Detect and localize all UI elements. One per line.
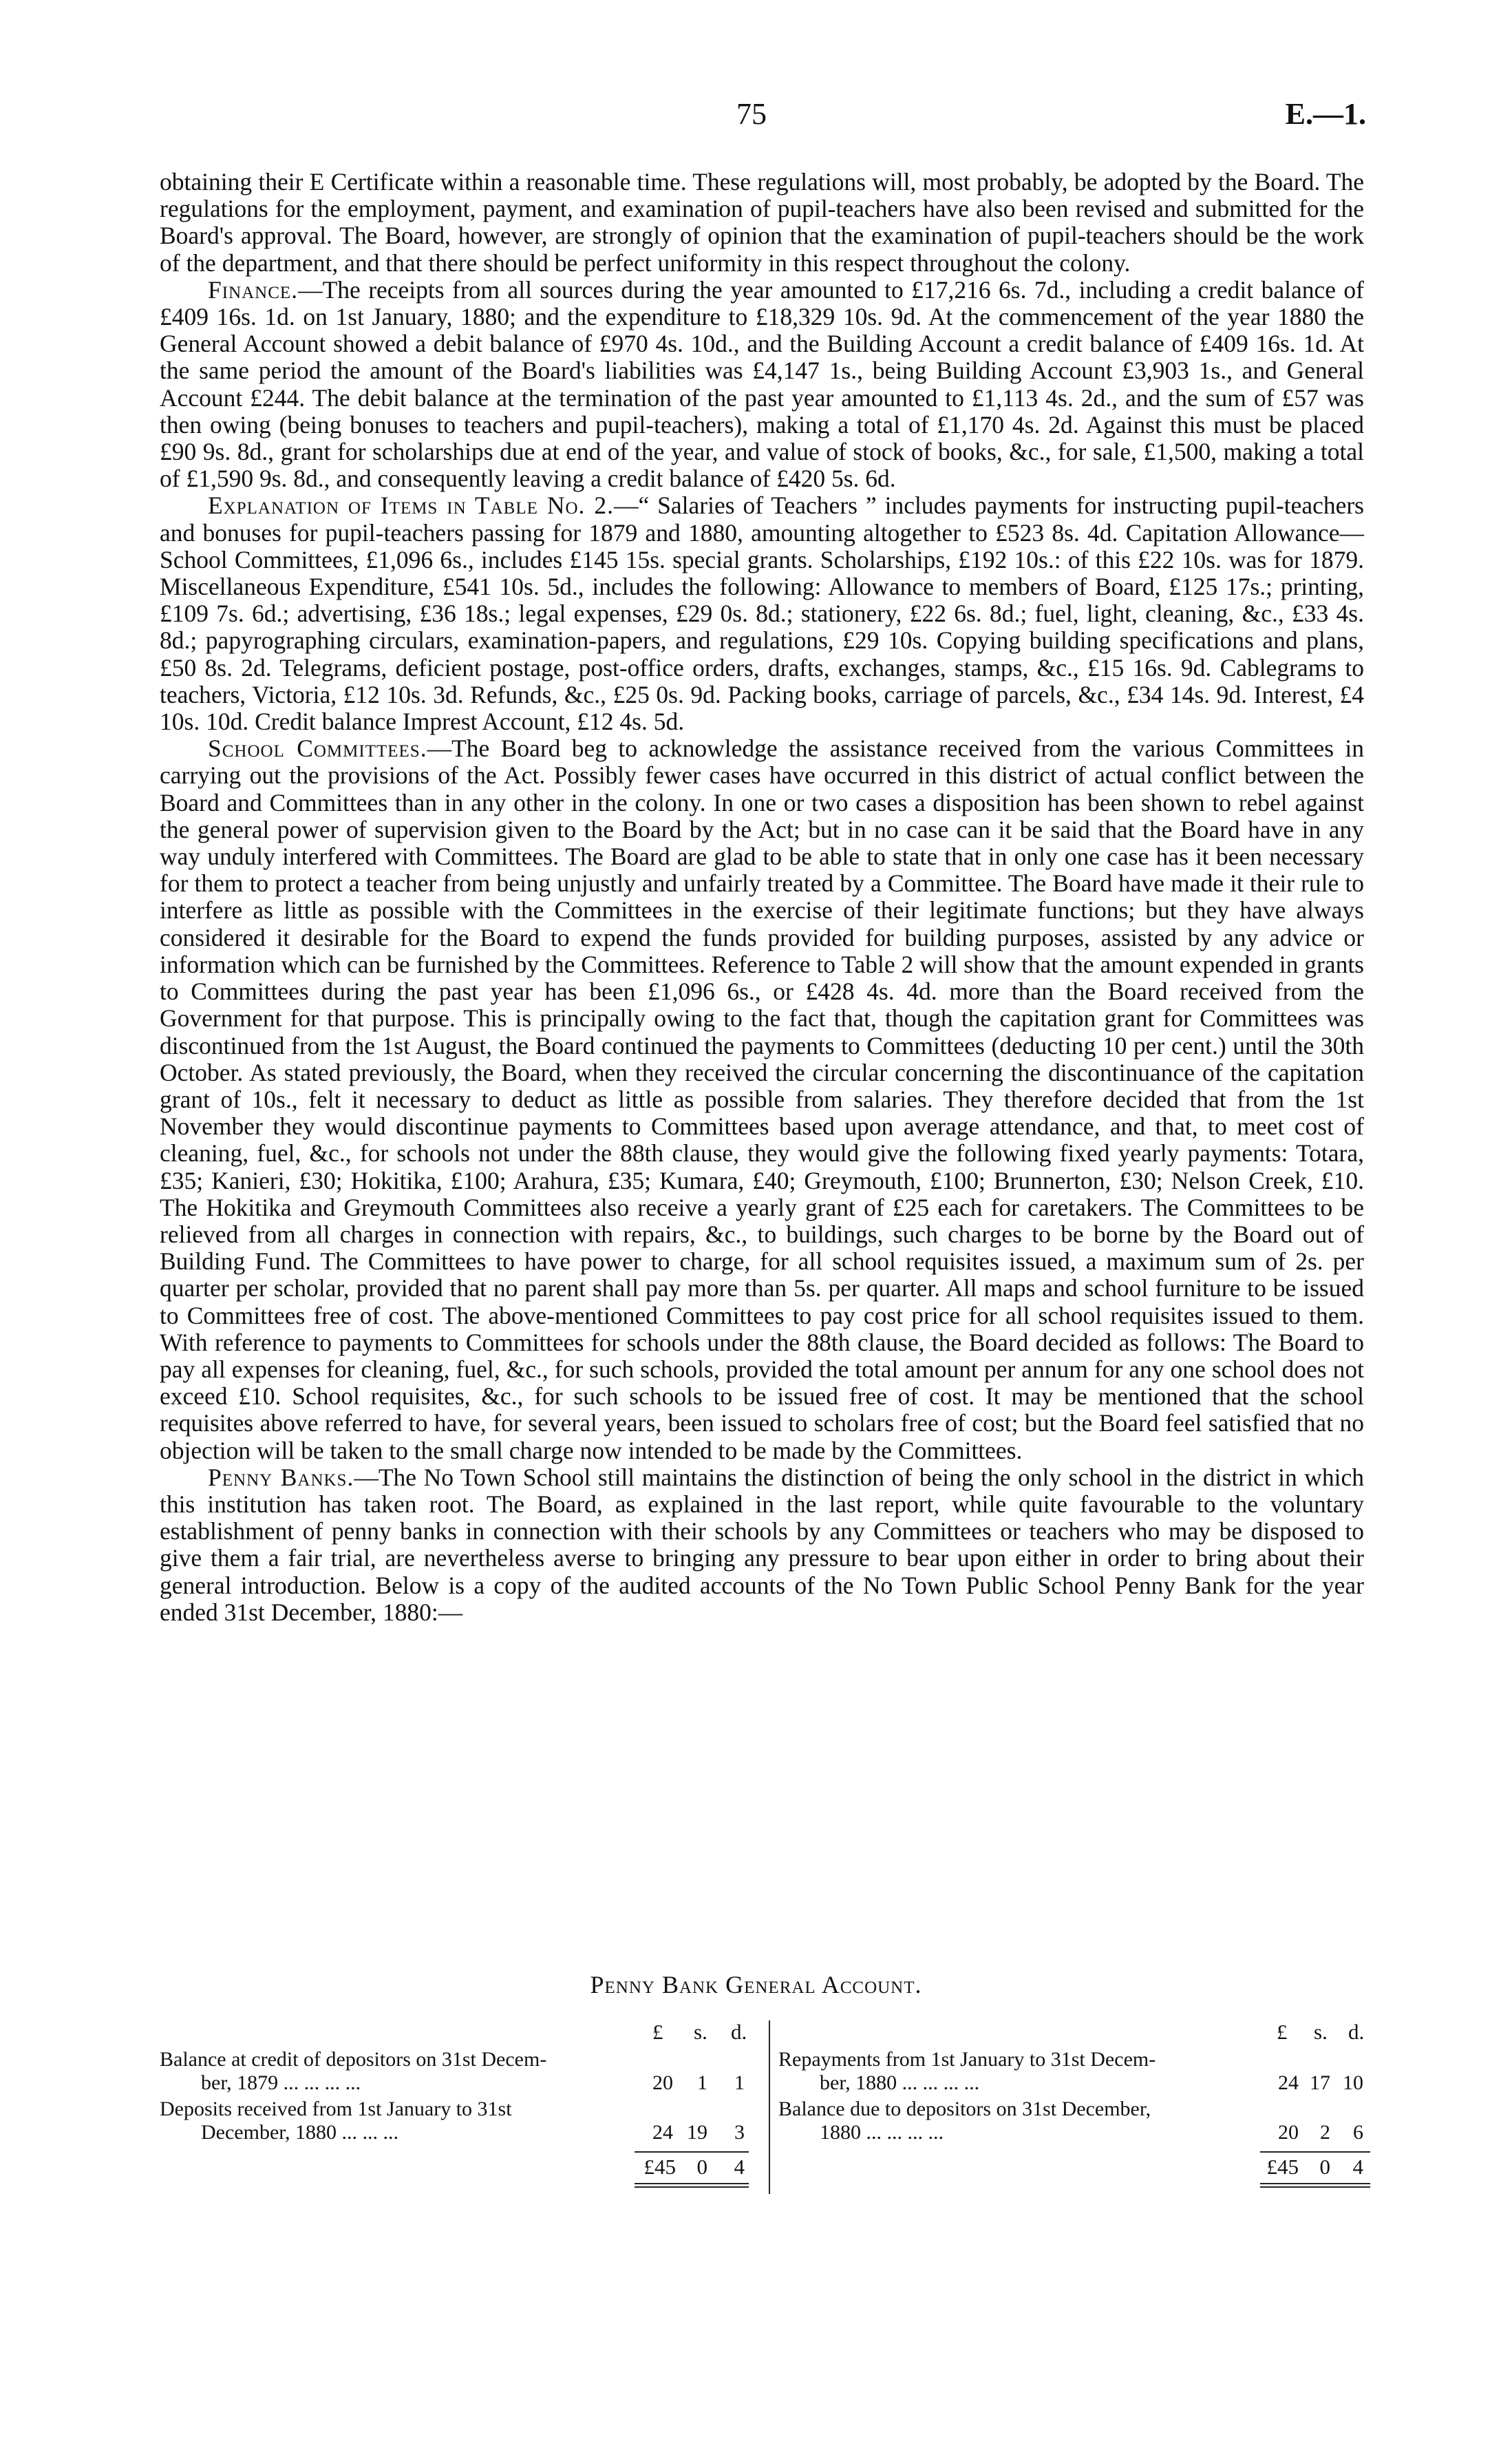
explanation-heading: Explanation of Items in Table No. 2. bbox=[208, 492, 614, 520]
entry-description-cont: ber, 1880 ... ... ... ... bbox=[820, 2071, 980, 2094]
account-payments bbox=[769, 2020, 1372, 2194]
committees-heading: School Committees. bbox=[208, 735, 427, 763]
total-double-rule bbox=[1260, 2186, 1370, 2188]
entry-shillings: 1 bbox=[697, 2071, 707, 2094]
entry-pounds: 20 bbox=[1278, 2121, 1299, 2144]
entry-pounds: 24 bbox=[1278, 2071, 1299, 2094]
penny-bank-account bbox=[160, 2020, 1371, 2193]
explanation-text: —“ Salaries of Teachers ” includes payments for instructing pupil-teachers and bonuses for pupil-teachers passing for 1879 and 1880, amounting altogether to £523 8s. 4d. Capitation Allowance—School Committees, £1,096 6s., includes £145 15s. special grants. Scholarships, £192 10s.: of this £22 10s. was for 1879. Miscellaneous Expenditure, £541 10s. 5d., includes the following: Allowance to members of Board, £125 17s.; printing, £109 7s. 6d.; advertising, £36 18s.; legal expenses, £29 0s. 8d.; stationery, £22 6s. 8d.; fuel, light, cleaning, &c., £33 4s. 8d.; papyrographing circulars, examination-papers, and regulations, £29 10s. Copying building specifications and plans, £50 8s. 2d. Telegrams, deficient postage, post-office orders, drafts, exchanges, stamps, &c., £15 16s. 9d. Cablegrams to teachers, Victoria, £12 10s. 3d. Refunds, &c., £25 0s. 9d. Packing books, carriage of parcels, &c., £34 14s. 9d. Interest, £4 10s. 10d. Credit balance Imprest Account, £12 4s. 5d. bbox=[160, 492, 1364, 736]
entry-shillings: 2 bbox=[1320, 2121, 1330, 2144]
report-body bbox=[160, 169, 1364, 1626]
pounds-header: £ bbox=[652, 2020, 663, 2044]
finance-text: —The receipts from all sources during the year amounted to £17,216 6s. 7d., including a credit balance of £409 16s. 1d. on 1st January, 1880; and the expenditure to £18,329 10s. 9d. At the commencement of the year 1880 the General Account showed a debit balance of £970 4s. 10d., and the Building Account a credit balance of £409 16s. 1d. At the same period the amount of the Board's liabilities was £4,147 1s., being Building Account £3,903 1s., and General Account £244. The debit balance at the termination of the past year amounted to £1,113 4s. 2d., and the sum of £57 was then owing (being bonuses to teachers and pupil-teachers), making a total of £1,170 4s. 2d. Against this must be placed £90 9s. 8d., grant for scholarships due at end of the year, and value of stock of books, &c., for sale, £1,500, making a total of £1,590 9s. 8d., and consequently leaving a credit balance of £420 5s. 6d. bbox=[160, 275, 1364, 493]
shillings-header: s. bbox=[1314, 2020, 1328, 2044]
total-pounds: £45 bbox=[643, 2155, 676, 2179]
entry-description-cont: December, 1880 ... ... ... bbox=[201, 2121, 399, 2144]
paragraph-explanation bbox=[160, 492, 1364, 735]
pounds-header: £ bbox=[1277, 2020, 1288, 2044]
entry-description: Balance due to depositors on 31st December, bbox=[778, 2098, 1151, 2120]
paragraph-certificates: obtaining their E Certificate within a reasonable time. These regulations will, most probably, be adopted by the Board. The regulations for the employment, payment, and examination of pupil-teachers have also been revised and submitted for the Board's approval. The Board, however, are strongly of opinion that the examination of pupil-teachers should be the work of the department, and that there should be perfect uniformity in this respect throughout the colony. bbox=[160, 168, 1364, 277]
total-shillings: 0 bbox=[696, 2155, 707, 2179]
total-pence: 4 bbox=[734, 2155, 745, 2179]
shillings-header: s. bbox=[694, 2020, 707, 2044]
entry-pence: 6 bbox=[1353, 2121, 1363, 2144]
entry-pence: 3 bbox=[734, 2121, 745, 2144]
entry-description: Repayments from 1st January to 31st Decem- bbox=[778, 2048, 1156, 2071]
pence-header: d. bbox=[1348, 2020, 1365, 2044]
total-double-rule bbox=[635, 2183, 749, 2184]
paragraph-school-committees bbox=[160, 735, 1364, 1464]
entry-description-cont: ber, 1879 ... ... ... ... bbox=[201, 2071, 361, 2094]
page-number: 75 bbox=[736, 97, 767, 131]
paragraph-penny-banks bbox=[160, 1464, 1364, 1626]
paragraph-finance bbox=[160, 277, 1364, 493]
entry-pence: 1 bbox=[734, 2071, 745, 2094]
total-rule bbox=[635, 2151, 749, 2153]
entry-pounds: 24 bbox=[652, 2121, 673, 2144]
entry-shillings: 19 bbox=[687, 2121, 707, 2144]
total-double-rule bbox=[1260, 2183, 1370, 2184]
total-rule bbox=[1260, 2151, 1370, 2153]
entry-pence: 10 bbox=[1343, 2071, 1363, 2094]
total-pence: 4 bbox=[1352, 2155, 1363, 2179]
entry-description: Balance at credit of depositors on 31st Decem- bbox=[160, 2048, 547, 2071]
page-header bbox=[0, 96, 1512, 138]
entry-description-cont: 1880 ... ... ... ... bbox=[820, 2121, 944, 2144]
series-code: E.—1. bbox=[1285, 97, 1366, 131]
total-double-rule bbox=[635, 2186, 749, 2188]
committees-text: —The Board beg to acknowledge the assistance received from the various Committees in carrying out the provisions of the Act. Possibly fewer cases have occurred in this district of actual conflict between the Board and Committees than in any other in the colony. In one or two cases a disposition has been shown to rebel against the general power of supervision given to the Board by the Act; but in no case can it be said that the Board have in any way unduly interfered with Committees. The Board are glad to be able to state that in only one case has it been necessary for them to protect a teacher from being unjustly and unfairly treated by a Committee. The Board have made it their rule to interfere as little as possible with the Committees in the exercise of their legitimate functions; but they have always considered it desirable for the Board to expend the funds provided for building purposes, assisted by any advice or information which can be furnished by the Committees. Reference to Table 2 will show that the amount expended in grants to Committees during the past year has been £1,096 6s., or £428 4s. 4d. more than the Board received from the Government for that purpose. This is principally owing to the fact that, though the capitation grant for Committees was discontinued from the 1st August, the Board continued the payments to Committees (deducting 10 per cent.) until the 30th October. As stated previously, the Board, when they received the circular concerning the discontinuance of the capitation grant of 10s., felt it necessary to deduct as little as possible from salaries. They therefore decided that from the 1st November they would discontinue payments to Committees based upon average attendance, and that, to meet cost of cleaning, fuel, &c., for schools not under the 88th clause, they would give the following fixed yearly payments: Totara, £35; Kanieri, £30; Hokitika, £100; Arahura, £35; Kumara, £40; Greymouth, £100; Brunnerton, £30; Nelson Creek, £10. The Hokitika and Greymouth Committees also receive a yearly grant of £25 each for caretakers. The Committees to be relieved from all charges in connection with repairs, &c., to buildings, such charges to be borne by the Board out of Building Fund. The Committees to have power to charge, for all school requisites issued, a maximum sum of 2s. per quarter per scholar, provided that no parent shall pay more than 5s. per quarter. All maps and school furniture to be issued to Committees free of cost. The above-mentioned Committees to pay cost price for all school requisites issued to them. With reference to payments to Committees for schools under the 88th clause, the Board decided as follows: The Board to pay all expenses for cleaning, fuel, &c., for such schools, provided the total amount per annum for any one school does not exceed £10. School requisites, &c., for such schools to be issued free of cost. It may be mentioned that the school requisites above referred to have, for several years, been issued to scholars free of cost; but the Board feel satisfied that no objection will be taken to the small charge now intended to be made by the Committees. bbox=[160, 735, 1364, 1464]
finance-heading: Finance. bbox=[208, 275, 299, 304]
entry-shillings: 17 bbox=[1310, 2071, 1330, 2094]
entry-description: Deposits received from 1st January to 31st bbox=[160, 2098, 512, 2120]
pence-header: d. bbox=[731, 2020, 747, 2044]
total-pounds: £45 bbox=[1266, 2155, 1299, 2179]
entry-pounds: 20 bbox=[652, 2071, 673, 2094]
account-title: Penny Bank General Account. bbox=[590, 1971, 922, 1998]
total-shillings: 0 bbox=[1319, 2155, 1330, 2179]
penny-text: —The No Town School still maintains the distinction of being the only school in the district in which this institution has taken root. The Board, as explained in the last report, while quite favourable to the voluntary establishment of penny banks in connection with their schools by any Committees or teachers who may be disposed to give them a fair trial, are nevertheless averse to bringing any pressure to bear upon either in order to bring about their general introduction. Below is a copy of the audited accounts of the No Town Public School Penny Bank for the year ended 31st December, 1880:— bbox=[160, 1463, 1364, 1626]
penny-heading: Penny Banks. bbox=[208, 1463, 354, 1491]
